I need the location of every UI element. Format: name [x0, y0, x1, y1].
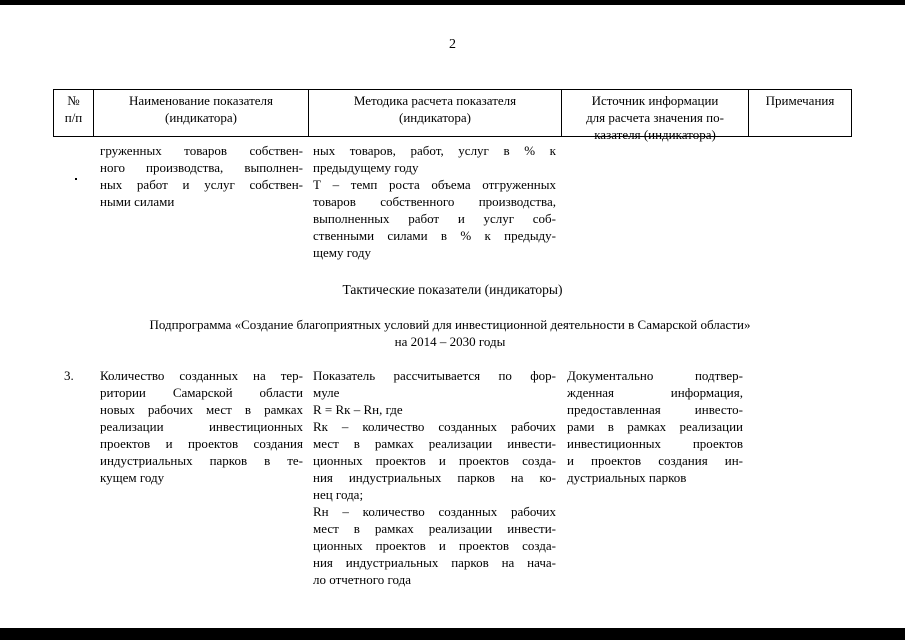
header-source-line: Источник информации — [591, 93, 719, 108]
header-number-text — [54, 90, 93, 126]
page-number: 2 — [449, 37, 456, 52]
row-method-line: мест в рамках реализации инвести- — [313, 436, 556, 451]
header-name-text — [94, 90, 308, 126]
row-source-line: рами в рамках реализации — [567, 419, 743, 434]
continued-name-line: ного производства, выполнен- — [100, 160, 303, 175]
scan-speck — [75, 178, 77, 180]
continued-method-line: ственными силами в % к предыду- — [313, 228, 556, 243]
continued-method-line: Т – темп роста объема отгруженных — [313, 177, 556, 192]
row-source-line: инвестиционных проектов — [567, 436, 743, 451]
header-cell-method — [308, 89, 561, 137]
continued-name-line: ными силами — [100, 194, 175, 209]
continued-method-line: щему году — [313, 245, 372, 260]
scan-border-top — [0, 0, 905, 5]
row-source-line: Документально подтвер- — [567, 368, 743, 383]
continued-name-cell — [100, 142, 303, 210]
row-name-line: реализации инвестиционных — [100, 419, 303, 434]
subprogram-line: на 2014 – 2030 годы — [394, 334, 506, 349]
header-source-text — [562, 90, 748, 143]
row-method-line: муле — [313, 385, 340, 400]
scan-border-bottom — [0, 628, 905, 640]
header-notes-line: Примечания — [765, 93, 835, 108]
header-cell-source — [561, 89, 748, 142]
row-method-line: мест в рамках реализации инвести- — [313, 521, 556, 536]
row-name-line: Количество созданных на тер- — [100, 368, 303, 383]
header-cell-notes — [748, 89, 852, 137]
row-method-line: ния индустриальных парков на нача- — [313, 555, 556, 570]
row-source-line: предоставленная инвесто- — [567, 402, 743, 417]
row-method-line: ционных проектов и проектов созда- — [313, 453, 556, 468]
subprogram-line: Подпрограмма «Создание благоприятных условий для инвестиционной деятельности в Самарской области» — [149, 317, 751, 332]
header-method-text — [309, 90, 561, 126]
row-source-line: и проектов создания ин- — [567, 453, 743, 468]
row-name-line: кущем году — [100, 470, 165, 485]
continued-name-line: груженных товаров собствен- — [100, 143, 303, 158]
row-name-line: ритории Самарской области — [100, 385, 303, 400]
header-method-line: (индикатора) — [399, 110, 471, 125]
row-name-line: новых рабочих мест в рамках — [100, 402, 303, 417]
row-name-line: проектов и проектов создания — [100, 436, 303, 451]
header-number-line: № — [67, 93, 80, 108]
continued-method-line: ных товаров, работ, услуг в % к — [313, 143, 556, 158]
continued-method-cell — [313, 142, 556, 261]
row-number: 3. — [64, 368, 74, 383]
row-method-line: нец года; — [313, 487, 364, 502]
row-method-line: Показатель рассчитывается по фор- — [313, 368, 556, 383]
row-source-line: жденная информация, — [567, 385, 743, 400]
row-method-line: ционных проектов и проектов созда- — [313, 538, 556, 553]
header-source-line: для расчета значения по- — [586, 110, 724, 125]
header-source-line: казателя (индикатора) — [594, 127, 716, 142]
continued-method-line: предыдущему году — [313, 160, 419, 175]
row-method-cell — [313, 367, 556, 588]
header-cell-name — [93, 89, 308, 137]
row-method-line: Rк – количество созданных рабочих — [313, 419, 556, 434]
header-name-line: (индикатора) — [165, 110, 237, 125]
row-source-cell — [567, 367, 743, 486]
header-name-line: Наименование показателя — [128, 93, 274, 108]
row-method-line: ло отчетного года — [313, 572, 411, 587]
header-method-line: Методика расчета показателя — [353, 93, 517, 108]
continued-name-line: ных работ и услуг собствен- — [100, 177, 303, 192]
row-name-cell — [100, 367, 303, 486]
header-number-line: п/п — [64, 110, 83, 125]
subprogram-title — [60, 316, 840, 350]
row-method-line: Rн – количество созданных рабочих — [313, 504, 556, 519]
continued-method-line: выполненных работ и услуг соб- — [313, 211, 556, 226]
continued-method-line: товаров собственного производства, — [313, 194, 556, 209]
row-name-line: индустриальных парков в те- — [100, 453, 303, 468]
section-title: Тактические показатели (индикаторы) — [342, 282, 563, 297]
header-notes-text — [749, 90, 851, 109]
row-method-line: R = Rк – Rн, где — [313, 402, 403, 417]
row-source-line: дустриальных парков — [567, 470, 687, 485]
row-method-line: ния индустриальных парков на ко- — [313, 470, 556, 485]
header-cell-number — [53, 89, 93, 137]
